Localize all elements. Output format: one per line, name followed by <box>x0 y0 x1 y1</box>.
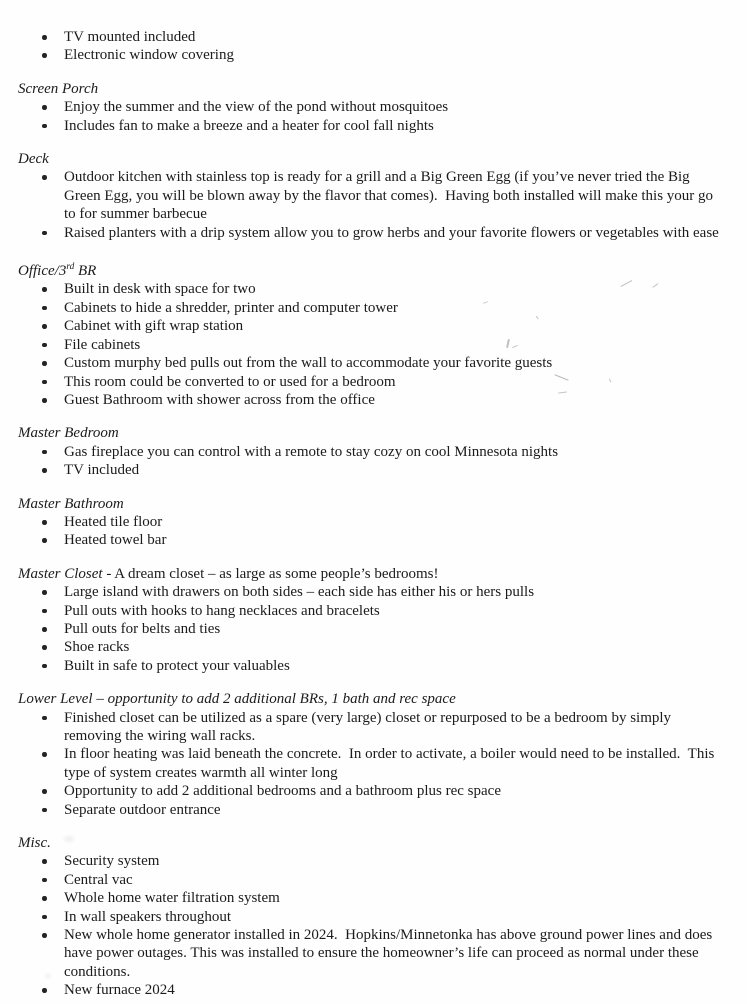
bullet-item: Custom murphy bed pulls out from the wall to accommodate your favorite guests <box>18 354 735 372</box>
heading-run: Master Bedroom <box>18 425 119 442</box>
section-deck <box>18 150 735 242</box>
bullet-list <box>18 852 735 999</box>
bullet-list <box>18 513 735 550</box>
bullet-item: Shoe racks <box>18 638 735 656</box>
heading-run: BR <box>74 263 97 280</box>
bullet-item: Pull outs for belts and ties <box>18 620 735 638</box>
section-master-bathroom <box>18 495 735 550</box>
bullet-list <box>18 98 735 135</box>
bullet-list <box>18 583 735 675</box>
bullet-item: In floor heating was laid beneath the concrete. In order to activate, a boiler would need to be installed. This type of system creates warmth all winter long <box>18 745 735 782</box>
section-heading <box>18 834 735 852</box>
heading-run: Lower Level – opportunity to add 2 additional BRs, 1 bath and rec space <box>18 691 456 708</box>
bullet-item: Heated towel bar <box>18 531 735 549</box>
section-master-bedroom <box>18 424 735 479</box>
bullet-item: Finished closet can be utilized as a spare (very large) closet or repurposed to be a bedroom by simply removing the wiring wall racks. <box>18 709 735 746</box>
bullet-item: Built in desk with space for two <box>18 280 735 298</box>
section-misc <box>18 834 735 1000</box>
section-master-closet <box>18 565 735 675</box>
bullet-item: Separate outdoor entrance <box>18 801 735 819</box>
bullet-item: Opportunity to add 2 additional bedrooms and a bathroom plus rec space <box>18 782 735 800</box>
section-heading <box>18 80 735 98</box>
heading-run: Deck <box>18 151 49 168</box>
bullet-item: Cabinets to hide a shredder, printer and computer tower <box>18 299 735 317</box>
bullet-item: Central vac <box>18 871 735 889</box>
section-heading <box>18 495 735 513</box>
bullet-item: File cabinets <box>18 336 735 354</box>
section-intro <box>18 28 735 65</box>
bullet-item: New furnace 2024 <box>18 981 735 999</box>
bullet-item: TV included <box>18 461 735 479</box>
bullet-item: Enjoy the summer and the view of the pond without mosquitoes <box>18 98 735 116</box>
heading-run: Master Bathroom <box>18 495 124 512</box>
section-office-3rd-br <box>18 262 735 409</box>
bullet-item: In wall speakers throughout <box>18 908 735 926</box>
bullet-list <box>18 280 735 409</box>
bullet-item: TV mounted included <box>18 28 735 46</box>
heading-run: rd <box>66 262 75 273</box>
bullet-item: Outdoor kitchen with stainless top is ready for a grill and a Big Green Egg (if you’ve never tried the Big Green Egg, you will be blown away by the flavor that comes). Having both installed will make this your go to for summer barbecue <box>18 168 735 223</box>
bullet-item: Guest Bathroom with shower across from the office <box>18 391 735 409</box>
bullet-item: This room could be converted to or used for a bedroom <box>18 373 735 391</box>
bullet-item: Cabinet with gift wrap station <box>18 317 735 335</box>
section-heading <box>18 565 735 583</box>
bullet-item: Whole home water filtration system <box>18 889 735 907</box>
section-lower-level <box>18 690 735 819</box>
bullet-item: Heated tile floor <box>18 513 735 531</box>
bullet-item: Electronic window covering <box>18 46 735 64</box>
bullet-item: Built in safe to protect your valuables <box>18 657 735 675</box>
bullet-item: Raised planters with a drip system allow you to grow herbs and your favorite flowers or vegetables with ease <box>18 224 735 242</box>
heading-run: Master Closet <box>18 565 103 582</box>
bullet-item: Security system <box>18 852 735 870</box>
bullet-item: Pull outs with hooks to hang necklaces and bracelets <box>18 602 735 620</box>
bullet-item: Gas fireplace you can control with a remote to stay cozy on cool Minnesota nights <box>18 443 735 461</box>
bullet-list <box>18 709 735 819</box>
section-heading <box>18 150 735 168</box>
heading-run: Screen Porch <box>18 80 99 97</box>
section-heading <box>18 262 735 280</box>
bullet-list <box>18 28 735 65</box>
section-heading <box>18 424 735 442</box>
section-screen-porch <box>18 80 735 135</box>
heading-run: Misc. <box>18 835 51 852</box>
bullet-item: New whole home generator installed in 2024. Hopkins/Minnetonka has above ground power lines and does have power outages. This was installed to ensure the homeowner’s life can proceed as normal under these conditions. <box>18 926 735 981</box>
bullet-item: Large island with drawers on both sides – each side has either his or hers pulls <box>18 583 735 601</box>
heading-run: - A dream closet – as large as some people’s bedrooms! <box>102 565 439 582</box>
bullet-list <box>18 168 735 242</box>
heading-run: Office/3 <box>18 263 67 280</box>
bullet-list <box>18 443 735 480</box>
section-heading <box>18 690 735 708</box>
bullet-item: Includes fan to make a breeze and a heater for cool fall nights <box>18 117 735 135</box>
